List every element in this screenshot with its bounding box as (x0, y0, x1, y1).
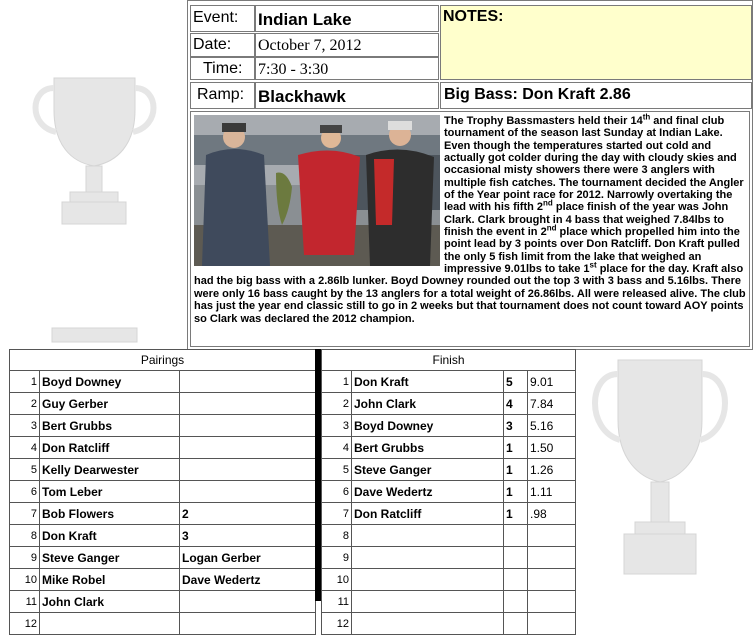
finish-weight: 9.01 (528, 371, 576, 393)
pairing-partner: Logan Gerber (180, 547, 316, 569)
finish-place: 4 (322, 437, 352, 459)
pairing-number: 7 (10, 503, 40, 525)
finish-place: 10 (322, 569, 352, 591)
pairing-partner (180, 371, 316, 393)
pairing-row (10, 481, 316, 503)
finish-fish-count: 1 (504, 503, 528, 525)
pairing-partner (180, 459, 316, 481)
trophy-icon (22, 320, 167, 350)
pairing-angler (40, 613, 180, 635)
time-label: Time: (203, 60, 243, 77)
finish-angler: Bert Grubbs (352, 437, 504, 459)
finish-place: 12 (322, 613, 352, 635)
pairing-number: 11 (10, 591, 40, 613)
pairing-row (10, 503, 316, 525)
pairing-number: 4 (10, 437, 40, 459)
pairing-partner (180, 393, 316, 415)
pairing-angler: John Clark (40, 591, 180, 613)
pairing-angler: Tom Leber (40, 481, 180, 503)
finish-place: 9 (322, 547, 352, 569)
trophy-icon (22, 70, 167, 230)
finish-weight (528, 591, 576, 613)
finish-table (321, 349, 576, 635)
trophy-icon (580, 350, 740, 600)
pairing-angler: Boyd Downey (40, 371, 180, 393)
ramp-label: Ramp: (197, 86, 245, 103)
finish-row (322, 547, 576, 569)
pairing-angler: Kelly Dearwester (40, 459, 180, 481)
pairing-number: 8 (10, 525, 40, 547)
finish-row (322, 371, 576, 393)
date-label: Date: (193, 36, 232, 53)
finish-row (322, 415, 576, 437)
finish-place: 11 (322, 591, 352, 613)
finish-weight: 7.84 (528, 393, 576, 415)
date-value-cell (255, 33, 439, 57)
finish-weight: 1.26 (528, 459, 576, 481)
pairing-number: 10 (10, 569, 40, 591)
pairing-number: 5 (10, 459, 40, 481)
date-label-cell (190, 33, 255, 57)
pairing-row (10, 371, 316, 393)
finish-angler (352, 525, 504, 547)
finish-fish-count: 1 (504, 459, 528, 481)
pairing-row (10, 547, 316, 569)
pairing-angler: Guy Gerber (40, 393, 180, 415)
finish-row (322, 591, 576, 613)
finish-fish-count (504, 525, 528, 547)
finish-weight (528, 613, 576, 635)
finish-row (322, 459, 576, 481)
finish-weight: 1.11 (528, 481, 576, 503)
finish-row (322, 613, 576, 635)
event-label: Event: (193, 9, 239, 26)
finish-angler (352, 569, 504, 591)
finish-place: 6 (322, 481, 352, 503)
pairing-number: 6 (10, 481, 40, 503)
finish-row (322, 503, 576, 525)
pairing-row (10, 569, 316, 591)
pairing-partner (180, 481, 316, 503)
finish-angler: Steve Ganger (352, 459, 504, 481)
finish-row (322, 393, 576, 415)
finish-row (322, 569, 576, 591)
finish-angler: John Clark (352, 393, 504, 415)
big-bass: Big Bass: Don Kraft 2.86 (444, 86, 631, 103)
pairing-row (10, 613, 316, 635)
pairing-row (10, 459, 316, 481)
finish-weight: 5.16 (528, 415, 576, 437)
time-value-cell (255, 57, 439, 80)
ramp-value-cell (255, 82, 439, 109)
finish-row (322, 437, 576, 459)
finish-fish-count: 1 (504, 437, 528, 459)
pairing-row (10, 525, 316, 547)
pairing-angler: Steve Ganger (40, 547, 180, 569)
time-value: 7:30 - 3:30 (258, 61, 329, 78)
finish-angler: Don Kraft (352, 371, 504, 393)
event-value: Indian Lake (258, 10, 352, 29)
anglers-photo (194, 115, 440, 266)
pairing-partner (180, 437, 316, 459)
finish-place: 1 (322, 371, 352, 393)
event-value-cell (255, 5, 439, 32)
finish-angler: Dave Wedertz (352, 481, 504, 503)
finish-place: 2 (322, 393, 352, 415)
pairings-table (9, 349, 316, 635)
finish-angler (352, 591, 504, 613)
finish-fish-count (504, 591, 528, 613)
finish-place: 5 (322, 459, 352, 481)
finish-row (322, 481, 576, 503)
time-label-cell (190, 57, 255, 80)
pairing-number: 12 (10, 613, 40, 635)
pairing-row (10, 437, 316, 459)
pairing-number: 2 (10, 393, 40, 415)
big-bass-cell (440, 82, 752, 109)
finish-fish-count: 4 (504, 393, 528, 415)
finish-weight (528, 547, 576, 569)
pairing-angler: Bob Flowers (40, 503, 180, 525)
pairing-partner: Dave Wedertz (180, 569, 316, 591)
finish-weight: .98 (528, 503, 576, 525)
notes-label: NOTES: (443, 8, 504, 25)
pairings-header: Pairings (10, 350, 316, 371)
report-text: The Trophy Bassmasters held their 14th and final club tournament of the season last Sunday at Indian Lake. Even though the temperatures started out cold and actually got colder during the day with cloudy skies and occasional misty showers there were 3 anglers with multiple fish catches. The tournament decided the Angler of the Year point race for 2012. Narrowly overtaking the lead with his fifth 2nd place finish of the year was John Clark. Clark brought in 4 bass that weighed 7.84lbs to finish the event in 2nd place which propelled him into the point lead by 3 points over Don Ratcliff. Don Kraft pulled the only 5 fish limit from the lake that weighed an impressive 9.01lbs to take 1st place for the day. Kraft also had the big bass with a 2.86lb lunker. Boyd Downey rounded out the top 3 with 3 bass and 5.16lbs. There were only 16 bass caught by the 13 anglers for a total weight of 26.86lbs. All were released alive. The club has just the year end classic still to go in 2 weeks but that tournament does not count toward AOY points so Clark was declared the 2012 champion. (194, 112, 746, 325)
pairing-row (10, 591, 316, 613)
tournament-report (190, 111, 750, 347)
ramp-value: Blackhawk (258, 87, 346, 106)
finish-weight: 1.50 (528, 437, 576, 459)
pairing-number: 1 (10, 371, 40, 393)
finish-angler (352, 547, 504, 569)
pairing-partner (180, 591, 316, 613)
pairing-angler: Don Kraft (40, 525, 180, 547)
event-label-cell (190, 5, 255, 32)
finish-fish-count (504, 569, 528, 591)
finish-row (322, 525, 576, 547)
finish-fish-count: 1 (504, 481, 528, 503)
pairing-partner (180, 415, 316, 437)
finish-header: Finish (322, 350, 576, 371)
pairing-angler: Mike Robel (40, 569, 180, 591)
ramp-label-cell (190, 82, 255, 109)
pairing-angler: Bert Grubbs (40, 415, 180, 437)
finish-angler (352, 613, 504, 635)
finish-fish-count: 5 (504, 371, 528, 393)
notes-box (440, 5, 752, 80)
finish-place: 8 (322, 525, 352, 547)
pairing-number: 3 (10, 415, 40, 437)
pairing-row (10, 393, 316, 415)
pairing-partner: 3 (180, 525, 316, 547)
pairing-partner (180, 613, 316, 635)
pairing-angler: Don Ratcliff (40, 437, 180, 459)
finish-angler: Boyd Downey (352, 415, 504, 437)
finish-weight (528, 569, 576, 591)
pairing-partner: 2 (180, 503, 316, 525)
pairing-row (10, 415, 316, 437)
pairing-number: 9 (10, 547, 40, 569)
finish-angler: Don Ratcliff (352, 503, 504, 525)
finish-fish-count (504, 613, 528, 635)
finish-place: 3 (322, 415, 352, 437)
finish-fish-count (504, 547, 528, 569)
date-value: October 7, 2012 (258, 37, 362, 54)
finish-place: 7 (322, 503, 352, 525)
finish-fish-count: 3 (504, 415, 528, 437)
finish-weight (528, 525, 576, 547)
